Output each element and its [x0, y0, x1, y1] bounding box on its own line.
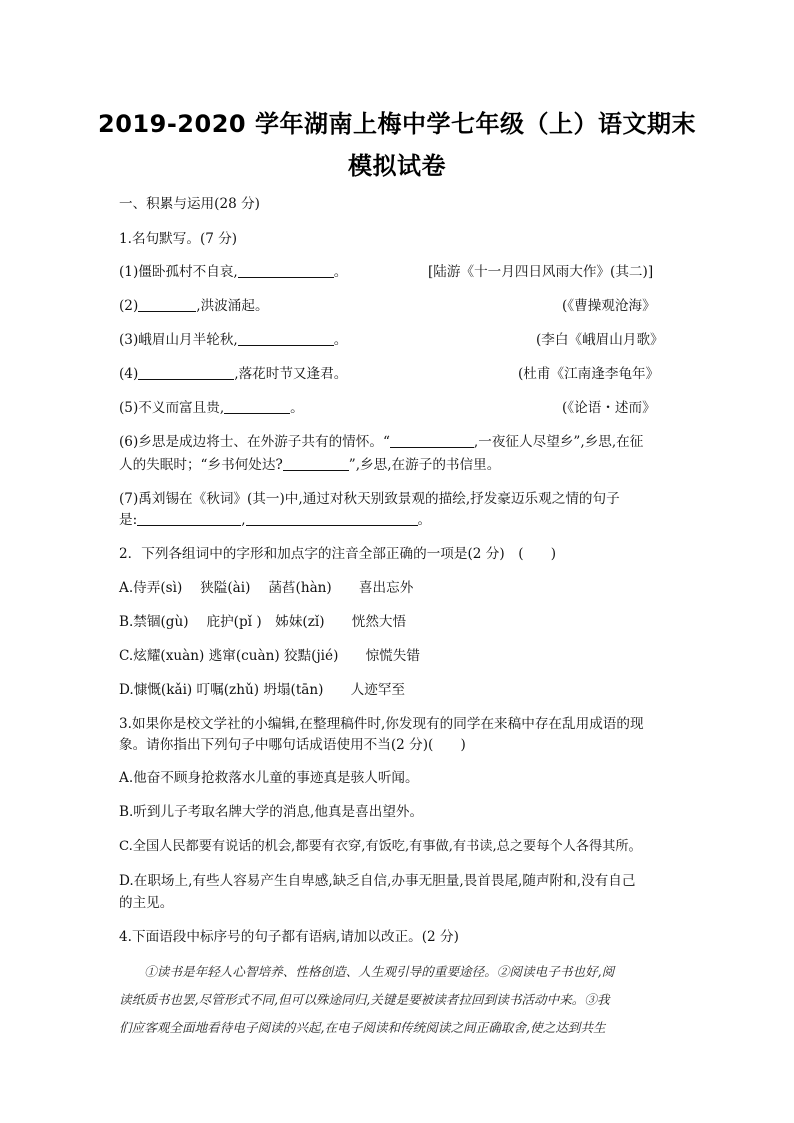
- q4-passage-line1: ①读书是年轻人心智培养、性格创造、人生观引导的重要途径。②阅读电子书也好,阅: [119, 964, 615, 979]
- q1-item-5: [119, 398, 304, 418]
- q1-item-7-text-b: ,: [241, 512, 246, 528]
- question-4-stem: 4.下面语段中标序号的句子都有语病,请加以改正。(2 分): [119, 929, 459, 945]
- q1-item-2: [119, 296, 269, 316]
- q1-item-1-source: [陆游《十一月四日风雨大作》(其二)]: [428, 264, 654, 280]
- answer-blank[interactable]: [138, 365, 234, 380]
- question-1-stem: 1.名句默写。(7 分): [119, 231, 238, 247]
- q1-item-3: [119, 330, 347, 350]
- q3-option-a[interactable]: A.他奋不顾身抢救落水儿童的事迹真是骇人听闻。: [119, 770, 419, 786]
- q1-item-1-end: 。: [333, 264, 348, 280]
- q1-item-6-text-a: (6)乡思是成边将士、在外游子共有的情怀。“: [119, 434, 390, 450]
- q1-item-7-line2: [119, 510, 431, 530]
- answer-blank[interactable]: [137, 511, 241, 526]
- answer-blank[interactable]: [246, 511, 418, 526]
- answer-blank[interactable]: [283, 456, 349, 471]
- q1-item-3-source: (李白《峨眉山月歌》: [536, 332, 664, 348]
- q1-item-6-line1: [119, 432, 643, 452]
- q1-item-6-text-c: 人的失眠时；“乡书何处达?: [119, 457, 283, 473]
- q2-option-b[interactable]: B.禁锢(gù) 庇护(pǐ ) 姊妹(zǐ) 恍然大悟: [119, 614, 407, 630]
- question-3-stem-line1: 3.如果你是校文学社的小编辑,在整理稿件时,你发现有的同学在来稿中存在乱用成语的现: [119, 716, 644, 732]
- answer-blank[interactable]: [138, 297, 196, 312]
- q4-passage-line2: 读纸质书也罢,尽管形式不同,但可以殊途同归,关键是要被读者拉回到读书活动中来。③我: [119, 992, 610, 1007]
- q1-item-3-text: (3)峨眉山月半轮秋,: [119, 332, 238, 348]
- q1-item-7-line1: (7)禹刘锡在《秋词》(其一)中,通过对秋天别致景观的描绘,抒发豪迈乐观之情的句子: [119, 491, 620, 507]
- q2-option-a[interactable]: A.侍弄(sì) 狭隘(ài) 菡萏(hàn) 喜出忘外: [119, 580, 414, 596]
- q4-passage-line3: 们应客观全面地看待电子阅读的兴起,在电子阅读和传统阅读之间正确取舍,使之达到共生: [119, 1020, 606, 1035]
- exam-title-line1: 2019-2020 学年湖南上梅中学七年级（上）语文期末: [98, 110, 696, 138]
- q3-option-d-line1[interactable]: D.在职场上,有些人容易产生自卑感,缺乏自信,办事无胆量,畏首畏尾,随声附和,没有自己: [119, 873, 636, 889]
- q1-item-1-text: (1)僵卧孤村不自哀,: [119, 264, 238, 280]
- q3-option-b[interactable]: B.听到儿子考取名牌大学的消息,他真是喜出望外。: [119, 804, 424, 820]
- q1-item-7-text-a: 是:: [119, 512, 138, 528]
- q1-item-6-line2: [119, 455, 500, 475]
- q1-item-4: [119, 364, 347, 384]
- q2-option-d[interactable]: D.慷慨(kǎi) 叮嘱(zhǔ) 坍塌(tān) 人迹罕至: [119, 682, 406, 698]
- q1-item-7-text-c: 。: [417, 512, 432, 528]
- q1-item-1: [119, 262, 347, 282]
- q2-option-c[interactable]: C.炫耀(xuàn) 逃窜(cuàn) 狡黠(jié) 惊慌失错: [119, 648, 420, 664]
- exam-title-line2: 模拟试卷: [348, 152, 446, 180]
- q1-item-2-end: ,洪波涌起。: [196, 298, 269, 314]
- q3-option-c[interactable]: C.全国人民都要有说话的机会,都要有衣穿,有饭吃,有事做,有书读,总之要每个人各得其所。: [119, 839, 642, 854]
- answer-blank[interactable]: [390, 433, 474, 448]
- q1-item-2-source: (《曹操观沧海》: [562, 298, 656, 314]
- answer-blank[interactable]: [238, 331, 334, 346]
- q1-item-5-end: 。: [290, 400, 304, 416]
- q1-item-2-text: (2): [119, 298, 139, 314]
- q1-item-4-text: (4): [119, 366, 139, 382]
- answer-blank[interactable]: [238, 263, 334, 278]
- answer-blank[interactable]: [224, 399, 290, 414]
- q1-item-4-source: (杜甫《江南逢李龟年》: [518, 366, 660, 382]
- question-2-stem: 2．下列各组词中的字形和加点字的注音全部正确的一项是(2 分) ( ): [119, 546, 557, 562]
- q1-item-5-source: (《论语・述而》: [562, 400, 656, 416]
- q1-item-4-end: ,落花时节又逢君。: [234, 366, 348, 382]
- q1-item-6-text-b: ,一夜征人尽望乡”,乡思,在征: [473, 434, 644, 450]
- section-heading: 一、积累与运用(28 分): [119, 196, 260, 212]
- q1-item-3-end: 。: [333, 332, 348, 348]
- question-3-stem-line2: 象。请你指出下列句子中哪句话成语使用不当(2 分)( ): [119, 737, 466, 753]
- q3-option-d-line2: 的主见。: [119, 895, 174, 911]
- q1-item-6-text-d: ”,乡思,在游子的书信里。: [348, 457, 501, 473]
- q1-item-5-text: (5)不义而富且贵,: [119, 400, 225, 416]
